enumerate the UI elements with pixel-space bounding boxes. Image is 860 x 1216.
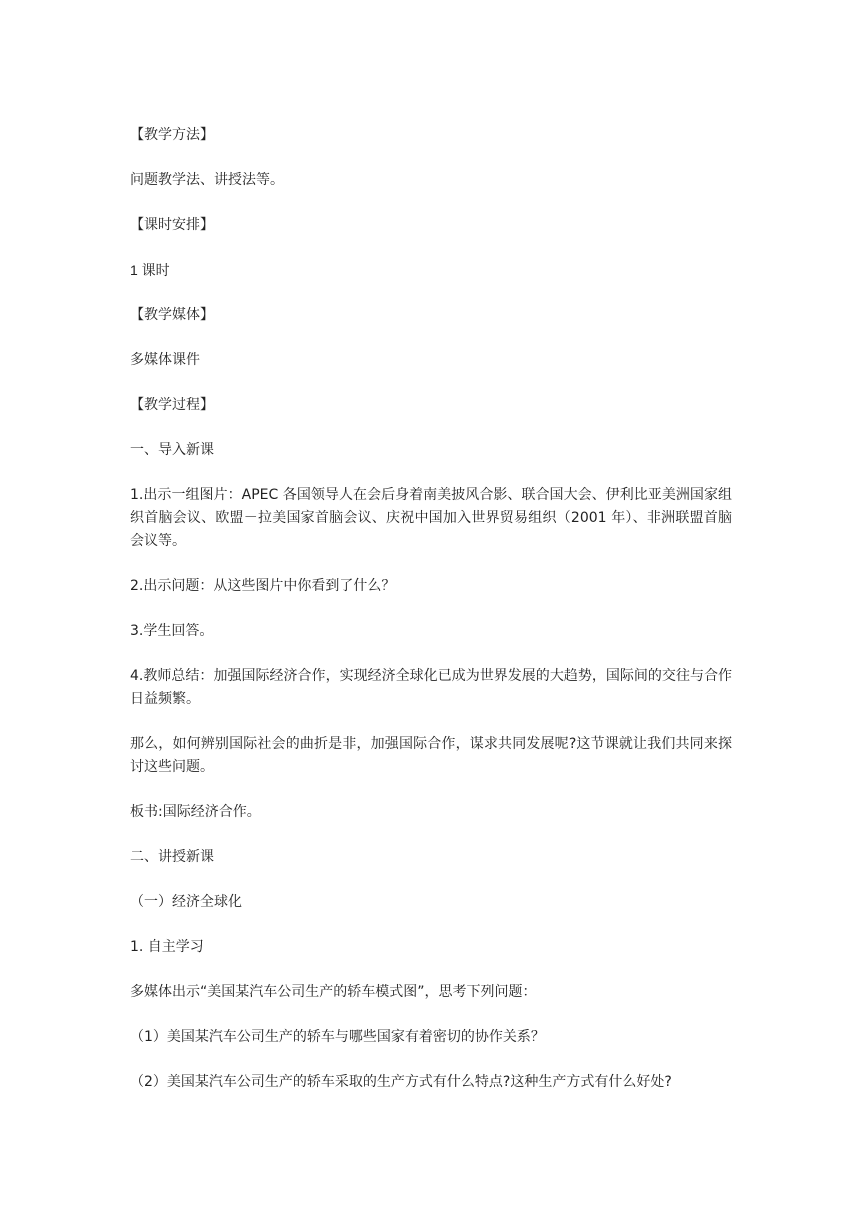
section-heading-lecture: 二、讲授新课 [130,849,214,865]
intro-step-4: 4.教师总结：加强国际经济合作，实现经济全球化已成为世界发展的大趋势，国际间的交往与合作日益频繁。 [130,668,732,707]
document-body [130,124,732,1116]
class-schedule-text: 1 课时 [130,262,170,278]
intro-step-1: 1.出示一组图片：APEC 各国领导人在会后身着南美披风合影、联合国大会、伊利比亚美洲国家组织首脑会议、欧盟－拉美国家首脑会议、庆祝中国加入世界贸易组织（2001 年）、非洲联盟首脑会议等。 [130,487,732,549]
question-2: （2）美国某汽车公司生产的轿车采取的生产方式有什么特点?这种生产方式有什么好处? [130,1074,672,1090]
heading-teaching-media: 【教学媒体】 [130,307,214,323]
self-study-heading: 1. 自主学习 [130,939,204,955]
heading-teaching-method: 【教学方法】 [130,127,214,143]
section-heading-intro: 一、导入新课 [130,442,214,458]
board-note: 板书:国际经济合作。 [130,804,261,820]
heading-class-schedule: 【课时安排】 [130,217,214,233]
heading-teaching-process: 【教学过程】 [130,397,214,413]
transition-paragraph: 那么，如何辨别国际社会的曲折是非，加强国际合作，谋求共同发展呢?这节课就让我们共同来探讨这些问题。 [130,736,732,775]
intro-step-3: 3.学生回答。 [130,623,214,639]
media-instruction: 多媒体出示“美国某汽车公司生产的轿车模式图”，思考下列问题： [130,984,537,1000]
subsection-heading-globalization: （一）经济全球化 [130,894,242,910]
teaching-media-text: 多媒体课件 [130,352,200,368]
intro-step-2: 2.出示问题：从这些图片中你看到了什么？ [130,578,396,594]
question-1: （1）美国某汽车公司生产的轿车与哪些国家有着密切的协作关系？ [130,1029,545,1045]
teaching-method-text: 问题教学法、讲授法等。 [130,172,284,188]
